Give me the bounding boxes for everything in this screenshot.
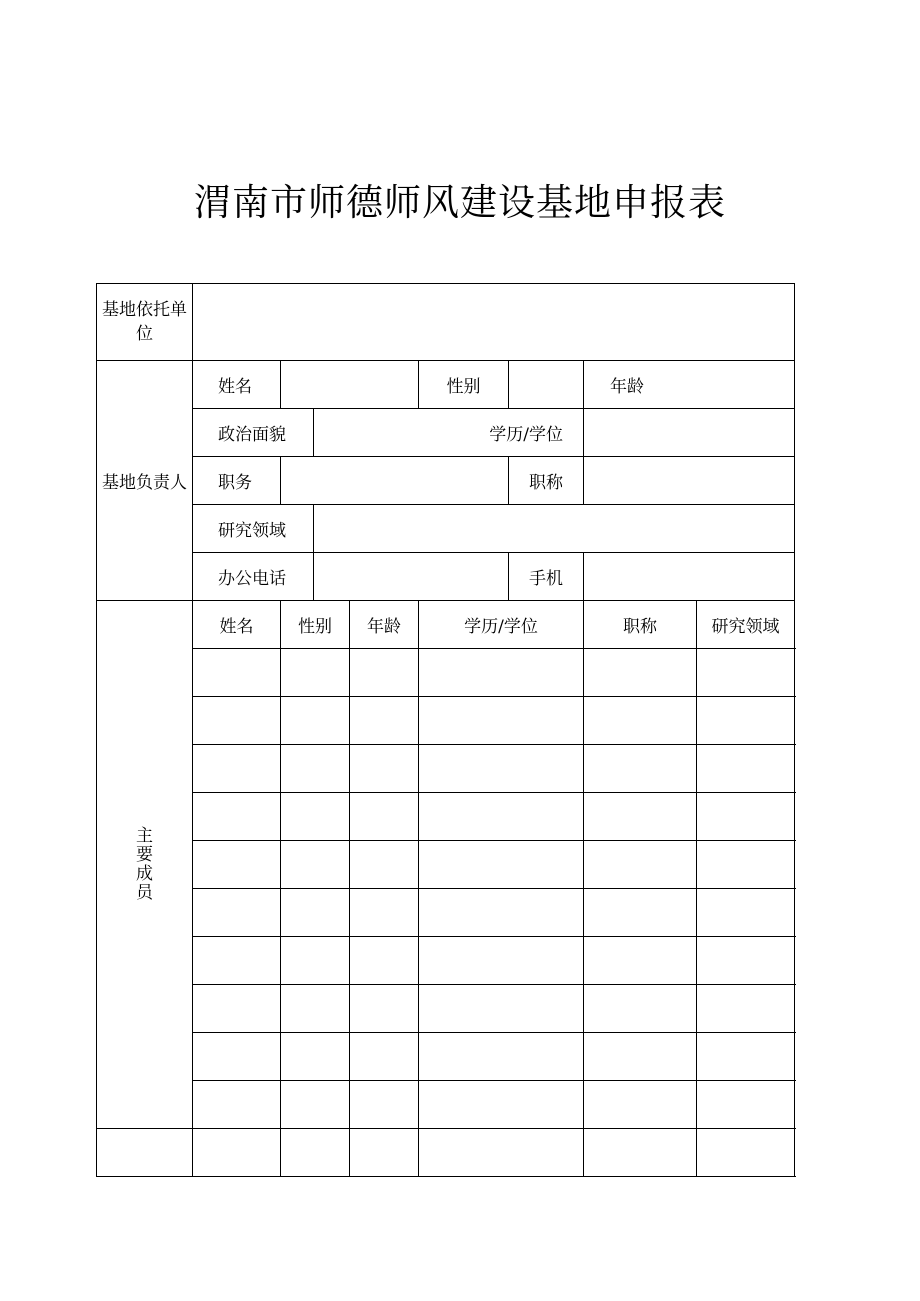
members-label-char: 要 bbox=[136, 844, 153, 865]
member-age-cell[interactable] bbox=[350, 649, 419, 697]
leader-gender-field[interactable] bbox=[509, 361, 584, 409]
extra-cell[interactable] bbox=[419, 1129, 584, 1177]
member-title-cell[interactable] bbox=[584, 745, 697, 793]
member-title-cell[interactable] bbox=[584, 697, 697, 745]
member-title-cell[interactable] bbox=[584, 937, 697, 985]
unit-label: 基地依托单位 bbox=[97, 284, 193, 361]
member-name-cell[interactable] bbox=[193, 745, 281, 793]
table-row bbox=[97, 745, 795, 793]
members-section-label bbox=[97, 601, 193, 1129]
member-name-cell[interactable] bbox=[193, 649, 281, 697]
table-row bbox=[97, 649, 795, 697]
unit-row bbox=[97, 284, 795, 361]
members-header-research: 研究领域 bbox=[697, 601, 795, 649]
member-age-cell[interactable] bbox=[350, 697, 419, 745]
page-title: 渭南市师德师风建设基地申报表 bbox=[194, 181, 726, 224]
leader-row-political bbox=[97, 409, 795, 457]
member-gender-cell[interactable] bbox=[281, 1081, 350, 1129]
leader-title-label: 职称 bbox=[509, 457, 584, 505]
member-research-cell[interactable] bbox=[697, 1033, 795, 1081]
extra-label-cell[interactable] bbox=[97, 1129, 193, 1177]
member-title-cell[interactable] bbox=[584, 1081, 697, 1129]
member-name-cell[interactable] bbox=[193, 985, 281, 1033]
member-research-cell[interactable] bbox=[697, 745, 795, 793]
leader-name-field[interactable] bbox=[281, 361, 419, 409]
leader-position-label: 职务 bbox=[193, 457, 281, 505]
table-row bbox=[97, 697, 795, 745]
members-label-char: 成 bbox=[136, 863, 153, 884]
member-degree-cell[interactable] bbox=[419, 649, 584, 697]
member-research-cell[interactable] bbox=[697, 889, 795, 937]
member-gender-cell[interactable] bbox=[281, 697, 350, 745]
member-name-cell[interactable] bbox=[193, 1081, 281, 1129]
table-row bbox=[97, 1033, 795, 1081]
member-degree-cell[interactable] bbox=[419, 697, 584, 745]
member-gender-cell[interactable] bbox=[281, 985, 350, 1033]
leader-degree-field[interactable] bbox=[584, 409, 795, 457]
leader-office-phone-field[interactable] bbox=[314, 553, 509, 601]
members-header-gender: 性别 bbox=[281, 601, 350, 649]
member-title-cell[interactable] bbox=[584, 649, 697, 697]
leader-row-phone bbox=[97, 553, 795, 601]
member-degree-cell[interactable] bbox=[419, 793, 584, 841]
leader-position-field[interactable] bbox=[281, 457, 509, 505]
member-research-cell[interactable] bbox=[697, 697, 795, 745]
member-degree-cell[interactable] bbox=[419, 1033, 584, 1081]
members-header-degree: 学历/学位 bbox=[419, 601, 584, 649]
member-age-cell[interactable] bbox=[350, 841, 419, 889]
member-title-cell[interactable] bbox=[584, 1033, 697, 1081]
member-gender-cell[interactable] bbox=[281, 889, 350, 937]
member-name-cell[interactable] bbox=[193, 889, 281, 937]
members-label-char: 员 bbox=[136, 882, 153, 903]
member-title-cell[interactable] bbox=[584, 985, 697, 1033]
table-row bbox=[97, 985, 795, 1033]
members-label-char: 主 bbox=[136, 825, 153, 846]
member-gender-cell[interactable] bbox=[281, 937, 350, 985]
application-form-table bbox=[96, 283, 795, 1177]
leader-row-name bbox=[97, 361, 795, 409]
member-gender-cell[interactable] bbox=[281, 1033, 350, 1081]
member-degree-cell[interactable] bbox=[419, 889, 584, 937]
member-degree-cell[interactable] bbox=[419, 1081, 584, 1129]
extra-cell[interactable] bbox=[350, 1129, 419, 1177]
member-age-cell[interactable] bbox=[350, 1081, 419, 1129]
member-name-cell[interactable] bbox=[193, 697, 281, 745]
leader-age-label: 年龄 bbox=[584, 361, 795, 409]
unit-value-field[interactable] bbox=[193, 284, 795, 361]
members-header-row bbox=[97, 601, 795, 649]
member-title-cell[interactable] bbox=[584, 793, 697, 841]
leader-degree-label: 学历/学位 bbox=[314, 409, 584, 457]
table-row bbox=[97, 889, 795, 937]
extra-cell[interactable] bbox=[281, 1129, 350, 1177]
extra-row bbox=[97, 1129, 795, 1177]
member-age-cell[interactable] bbox=[350, 745, 419, 793]
members-header-age: 年龄 bbox=[350, 601, 419, 649]
extra-cell[interactable] bbox=[584, 1129, 697, 1177]
member-research-cell[interactable] bbox=[697, 985, 795, 1033]
member-degree-cell[interactable] bbox=[419, 937, 584, 985]
leader-mobile-field[interactable] bbox=[584, 553, 795, 601]
member-degree-cell[interactable] bbox=[419, 985, 584, 1033]
member-degree-cell[interactable] bbox=[419, 745, 584, 793]
leader-section-label: 基地负责人 bbox=[97, 361, 193, 601]
member-degree-cell[interactable] bbox=[419, 841, 584, 889]
member-age-cell[interactable] bbox=[350, 889, 419, 937]
leader-mobile-label: 手机 bbox=[509, 553, 584, 601]
member-research-cell[interactable] bbox=[697, 649, 795, 697]
member-age-cell[interactable] bbox=[350, 1033, 419, 1081]
leader-research-label: 研究领域 bbox=[193, 505, 314, 553]
member-research-cell[interactable] bbox=[697, 1081, 795, 1129]
member-age-cell[interactable] bbox=[350, 937, 419, 985]
extra-cell[interactable] bbox=[193, 1129, 281, 1177]
member-research-cell[interactable] bbox=[697, 793, 795, 841]
member-gender-cell[interactable] bbox=[281, 793, 350, 841]
leader-political-label: 政治面貌 bbox=[193, 409, 314, 457]
member-research-cell[interactable] bbox=[697, 841, 795, 889]
table-row bbox=[97, 937, 795, 985]
member-name-cell[interactable] bbox=[193, 841, 281, 889]
extra-cell[interactable] bbox=[697, 1129, 795, 1177]
member-title-cell[interactable] bbox=[584, 841, 697, 889]
member-name-cell[interactable] bbox=[193, 937, 281, 985]
leader-gender-label: 性别 bbox=[419, 361, 509, 409]
table-row bbox=[97, 1081, 795, 1129]
member-gender-cell[interactable] bbox=[281, 841, 350, 889]
leader-title-field[interactable] bbox=[584, 457, 795, 505]
leader-office-phone-label: 办公电话 bbox=[193, 553, 314, 601]
leader-row-research bbox=[97, 505, 795, 553]
member-gender-cell[interactable] bbox=[281, 745, 350, 793]
leader-research-field[interactable] bbox=[314, 505, 795, 553]
member-age-cell[interactable] bbox=[350, 793, 419, 841]
member-title-cell[interactable] bbox=[584, 889, 697, 937]
table-row bbox=[97, 793, 795, 841]
table-row bbox=[97, 841, 795, 889]
leader-row-position bbox=[97, 457, 795, 505]
members-header-title: 职称 bbox=[584, 601, 697, 649]
member-gender-cell[interactable] bbox=[281, 649, 350, 697]
members-header-name: 姓名 bbox=[193, 601, 281, 649]
member-age-cell[interactable] bbox=[350, 985, 419, 1033]
member-name-cell[interactable] bbox=[193, 1033, 281, 1081]
leader-name-label: 姓名 bbox=[193, 361, 281, 409]
member-name-cell[interactable] bbox=[193, 793, 281, 841]
member-research-cell[interactable] bbox=[697, 937, 795, 985]
